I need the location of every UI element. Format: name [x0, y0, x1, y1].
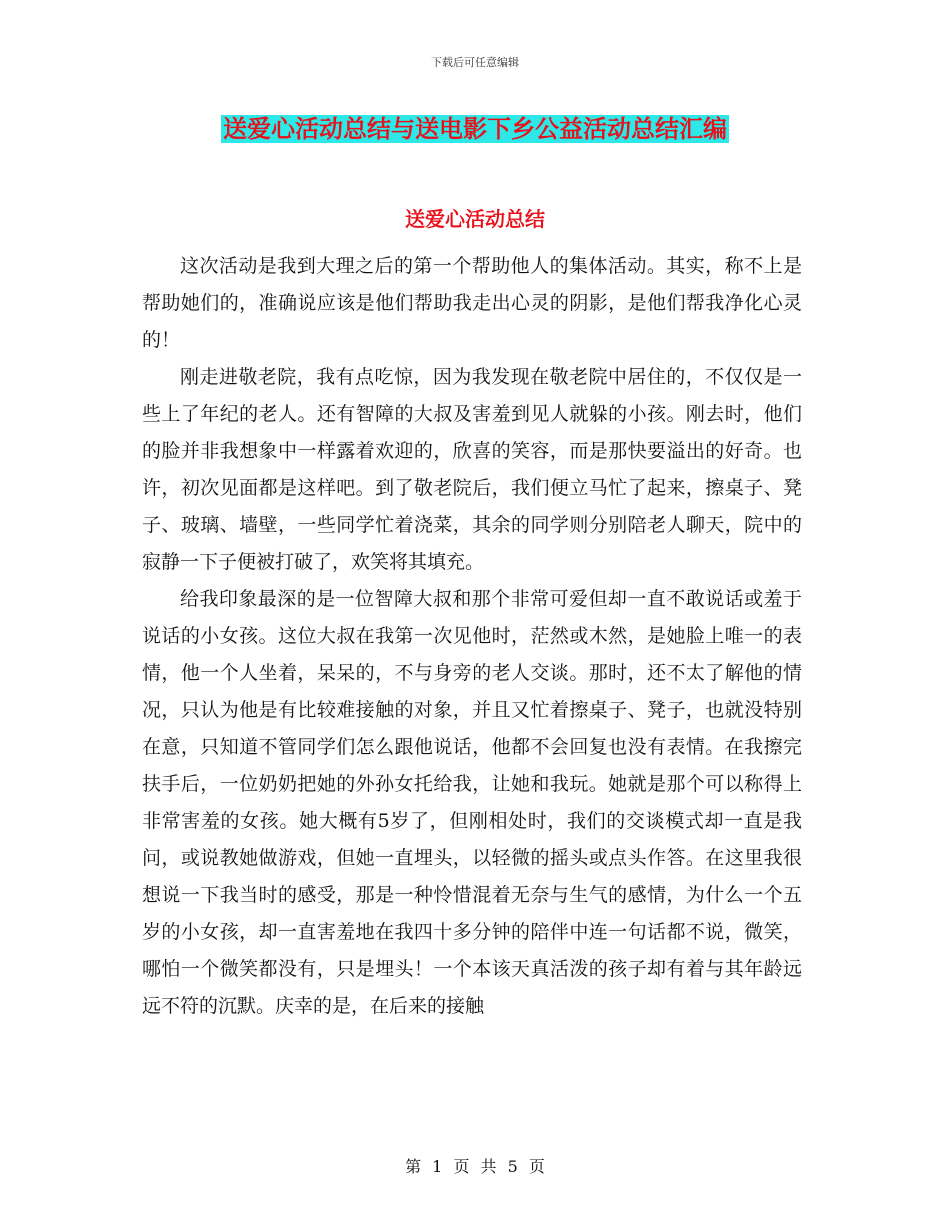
paragraph: 这次活动是我到大理之后的第一个帮助他人的集体活动。其实，称不上是帮助她们的，准确说应该是他们帮助我走出心灵的阴影，是他们帮我净化心灵的！	[142, 255, 802, 351]
section-title: 送爱心活动总结	[405, 207, 545, 231]
header-note: 下载后可任意编辑	[431, 56, 519, 69]
paragraph: 刚走进敬老院，我有点吃惊，因为我发现在敬老院中居住的，不仅仅是一些上了年纪的老人。还有智障的大叔及害羞到见人就躲的小孩。刚去时，他们的脸并非我想象中一样露着欢迎的，欣喜的笑容，而是那快要溢出的好奇。也许，初次见面都是这样吧。到了敬老院后，我们便立马忙了起来，擦桌子、凳子、玻璃、墙壁，一些同学忙着浇菜，其余的同学则分别陪老人聊天，院中的寂静一下子便被打破了，欢笑将其填充。	[142, 366, 802, 573]
document-title-text: 送爱心活动总结与送电影下乡公益活动总结汇编	[223, 115, 727, 143]
paragraph: 给我印象最深的是一位智障大叔和那个非常可爱但却一直不敢说话或羞于说话的小女孩。这位大叔在我第一次见他时，茫然或木然，是她脸上唯一的表情，他一个人坐着，呆呆的，不与身旁的老人交谈。那时，还不太了解他的情况，只认为他是有比较难接触的对象，并且又忙着擦桌子、凳子，也就没特别在意，只知道不管同学们怎么跟他说话，他都不会回复也没有表情。在我擦完扶手后，一位奶奶把她的外孙女托给我，让她和我玩。她就是那个可以称得上非常害羞的女孩。她大概有5岁了，但刚相处时，我们的交谈模式却一直是我问，或说教她做游戏，但她一直埋头，以轻微的摇头或点头作答。在这里我很想说一下我当时的感受，那是一种怜惜混着无奈与生气的感情，为什么一个五岁的小女孩，却一直害羞地在我四十多分钟的陪伴中连一句话都不说，微笑，哪怕一个微笑都没有，只是埋头！一个本该天真活泼的孩子却有着与其年龄远远不符的沉默。庆幸的是，在后来的接触	[142, 588, 802, 1017]
page-footer: 第 1 页 共 5 页	[405, 1157, 545, 1176]
document-title	[0, 112, 950, 146]
body-text	[142, 248, 802, 1025]
